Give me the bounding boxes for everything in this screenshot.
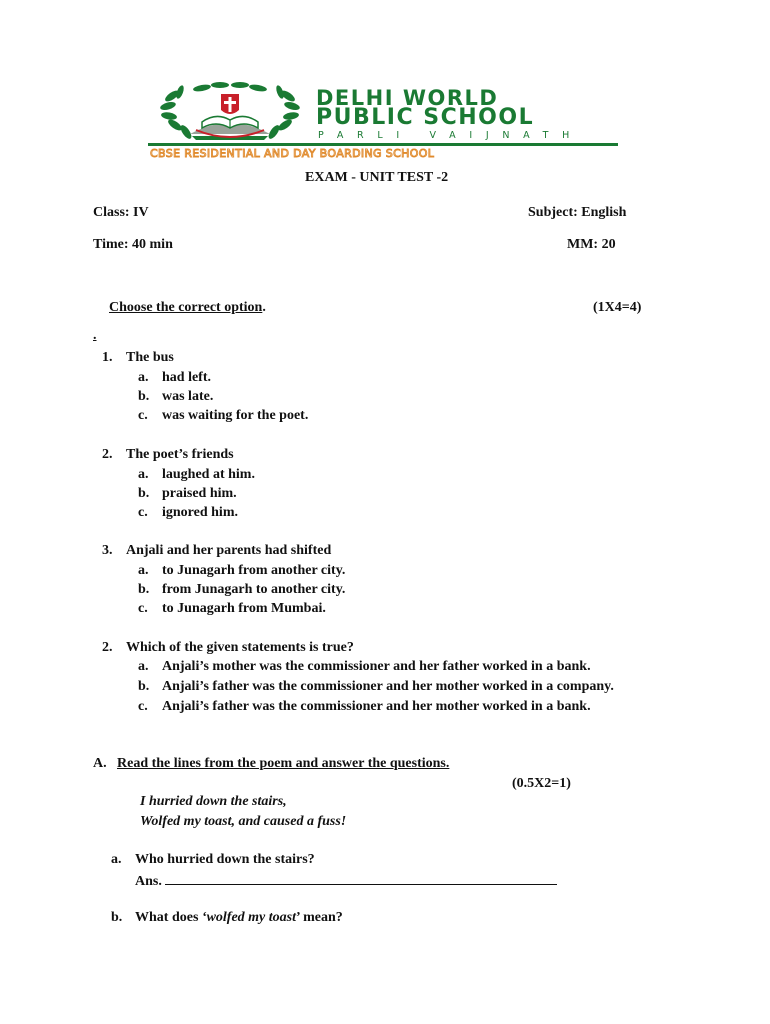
option-text: laughed at him. <box>162 467 255 482</box>
question-4 <box>102 640 354 656</box>
option-letter: b. <box>138 679 150 694</box>
option-text: Anjali’s father was the commissioner and her mother worked in a bank. <box>162 699 591 714</box>
question-text: Anjali and her parents had shifted <box>126 543 332 558</box>
poem-line-1: I hurried down the stairs, <box>140 794 287 809</box>
question-number: 2. <box>102 447 113 462</box>
option-text: was waiting for the poet. <box>162 408 309 423</box>
question-2-option-b <box>138 486 237 502</box>
answer-line-a <box>135 872 557 890</box>
section2-heading-text: Read the lines from the poem and answer the questions. <box>117 756 450 771</box>
option-letter: b. <box>138 389 150 404</box>
question-text: The poet’s friends <box>126 447 234 462</box>
question-number: 2. <box>102 640 113 655</box>
question-2-option-a <box>138 467 255 483</box>
question-b <box>111 910 343 926</box>
question-1-option-c <box>138 408 308 424</box>
school-name-line1: DELHI WORLD <box>316 86 499 110</box>
option-text: to Junagarh from Mumbai. <box>162 601 326 616</box>
section1-heading-end: . <box>262 300 266 315</box>
question-text: What does <box>135 910 199 925</box>
option-letter: b. <box>138 486 150 501</box>
section2-heading <box>93 756 449 772</box>
section1-marks: (1X4=4) <box>593 300 642 315</box>
section1-heading-text: Choose the correct option <box>109 300 263 315</box>
question-letter: a. <box>111 852 122 867</box>
poem-line-2: Wolfed my toast, and caused a fuss! <box>140 814 347 829</box>
question-3-option-c <box>138 601 326 617</box>
question-3-option-b <box>138 582 345 598</box>
max-marks-label: MM: 20 <box>567 237 616 252</box>
question-number: 1. <box>102 350 113 365</box>
question-1 <box>102 350 174 366</box>
option-letter: c. <box>138 408 148 423</box>
header-divider <box>148 143 618 146</box>
option-letter: c. <box>138 699 148 714</box>
school-location: PARLI VAIJNATH <box>318 130 583 141</box>
question-text-end: ’ mean? <box>296 910 343 925</box>
option-text: had left. <box>162 370 211 385</box>
school-name-line2: PUBLIC SCHOOL <box>316 105 535 130</box>
option-letter: b. <box>138 582 150 597</box>
question-1-option-b <box>138 389 213 405</box>
answer-label: Ans. <box>135 874 162 889</box>
question-1-option-a <box>138 370 211 386</box>
option-text: Anjali’s father was the commissioner and her mother worked in a company. <box>162 679 614 694</box>
time-label: Time: 40 min <box>93 237 173 252</box>
school-tagline: CBSE RESIDENTIAL AND DAY BOARDING SCHOOL <box>150 147 435 160</box>
question-3-option-a <box>138 563 345 579</box>
option-text: from Junagarh to another city. <box>162 582 346 597</box>
class-label: Class: IV <box>93 205 149 220</box>
school-emblem-icon <box>160 82 300 142</box>
option-letter: a. <box>138 563 149 578</box>
exam-title: EXAM - UNIT TEST -2 <box>305 170 449 185</box>
option-letter: c. <box>138 505 148 520</box>
section2-marks: (0.5X2=1) <box>512 776 571 791</box>
option-text: was late. <box>162 389 214 404</box>
subject-label: Subject: English <box>528 205 627 220</box>
question-text: Which of the given statements is true? <box>126 640 354 655</box>
question-4-option-a <box>138 659 591 675</box>
option-letter: a. <box>138 467 149 482</box>
option-letter: c. <box>138 601 148 616</box>
option-text: to Junagarh from another city. <box>162 563 346 578</box>
option-letter: a. <box>138 370 149 385</box>
question-a <box>111 852 315 868</box>
question-2-option-c <box>138 505 238 521</box>
option-text: ignored him. <box>162 505 238 520</box>
question-letter: b. <box>111 910 123 925</box>
section2-letter: A. <box>93 756 107 771</box>
option-letter: a. <box>138 659 149 674</box>
question-4-option-c <box>138 699 591 715</box>
question-text: Who hurried down the stairs? <box>135 852 315 867</box>
question-2 <box>102 447 234 463</box>
question-text: The bus <box>126 350 174 365</box>
question-3 <box>102 543 331 559</box>
section1-heading <box>109 300 266 316</box>
question-quote: ‘wolfed my toast <box>201 910 297 925</box>
option-text: Anjali’s mother was the commissioner and her father worked in a bank. <box>162 659 591 674</box>
question-4-option-b <box>138 679 614 695</box>
option-text: praised him. <box>162 486 237 501</box>
question-number: 3. <box>102 543 113 558</box>
stray-mark: . <box>93 328 97 343</box>
answer-blank[interactable] <box>165 872 557 885</box>
